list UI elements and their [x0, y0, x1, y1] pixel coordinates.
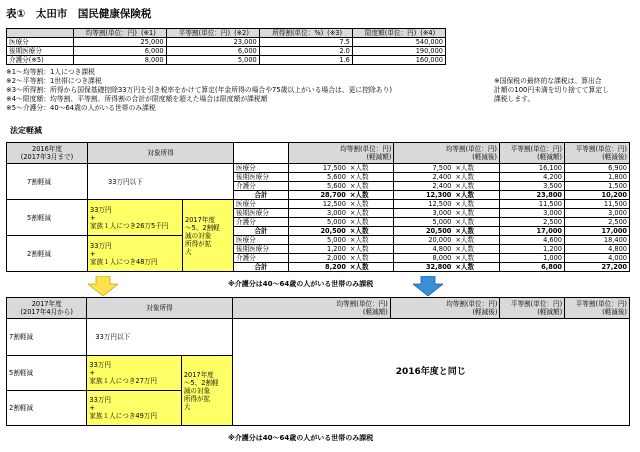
income-2wari: 33万円 + 家族１人につき48万円: [88, 236, 183, 272]
table-cell: 6,000: [166, 47, 259, 56]
header-byoudou: 平等割(単位：円): [166, 29, 232, 38]
table-cell: ×人数: [453, 254, 499, 263]
table-cell: 合計: [234, 227, 289, 236]
income-5wari: 33万円 + 家族１人につき27万円: [87, 356, 181, 391]
table-cell: ×人数: [348, 263, 394, 272]
note-1: ※1～均等割：1人につき課税: [6, 68, 95, 76]
table-cell: 5,600: [289, 182, 348, 191]
header-gendo: 限度額(単位：円): [352, 29, 418, 38]
notes: [6, 68, 392, 113]
table-cell: 合計: [234, 191, 289, 200]
note-5: ※5～介護分：40～64歳の人がいる世帯のみ課税: [6, 104, 156, 112]
table-cell: 20,000: [394, 236, 453, 245]
label-5wari: 5割軽減: [7, 200, 88, 236]
label-5wari: 5割軽減: [7, 356, 87, 391]
table-cell: 2.0: [259, 47, 352, 56]
table-cell: 3,000: [565, 209, 630, 218]
table-cell: ×人数: [348, 164, 394, 173]
header-year: 2017年度 (2017年4月から): [7, 298, 87, 319]
table-cell: 医療分: [234, 236, 289, 245]
table-cell: 医療分: [7, 38, 74, 47]
table-cell: 7.5: [259, 38, 352, 47]
table-cell: 1,200: [500, 245, 565, 254]
table-cell: 23,800: [500, 191, 565, 200]
table-row: [7, 200, 630, 209]
table-cell: 20,500: [394, 227, 453, 236]
table-cell: 6,800: [500, 263, 565, 272]
header-shotoku: 所得割(単位：%): [259, 29, 325, 38]
table-cell: 17,500: [289, 164, 348, 173]
table-2017: [6, 297, 630, 426]
down-arrow-yellow-icon: [88, 276, 118, 296]
table-cell: ×人数: [453, 182, 499, 191]
table-cell: 8,000: [73, 56, 166, 65]
table-cell: 5,000: [394, 218, 453, 227]
note-3: ※3～所得割：所得から国保基礎控除33万円を引き税率をかけて算定(年金所得の場合や75歳以上がいる場合は、更に控除あり): [6, 86, 393, 94]
table-cell: ×人数: [348, 254, 394, 263]
table-cell: 後期医療分: [234, 173, 289, 182]
table-row: [7, 236, 630, 245]
table-row: [7, 164, 630, 173]
note-4: ※4～限度額：均等割、平等割、所得割の合計が限度額を超えた場合は限度額が課税額: [6, 95, 268, 103]
table-2017-header: [7, 298, 630, 319]
table-cell: ×人数: [348, 200, 394, 209]
same-as-2016: 2016年度と同じ: [232, 319, 629, 426]
table-cell: 5,000: [289, 236, 348, 245]
table-cell: 6,900: [565, 164, 630, 173]
table-cell: 2,000: [289, 254, 348, 263]
table-cell: ×人数: [348, 209, 394, 218]
table-cell: 17,000: [565, 227, 630, 236]
table-cell: 合計: [234, 263, 289, 272]
label-2wari: 2割軽減: [7, 236, 88, 272]
table-cell: 1,000: [500, 254, 565, 263]
table-cell: 介護分: [234, 218, 289, 227]
table-cell: 3,000: [500, 209, 565, 218]
table-cell: 5,000: [289, 218, 348, 227]
rate-table: [6, 28, 446, 65]
header-note3: (※3): [325, 29, 352, 38]
table-cell: 2,400: [394, 173, 453, 182]
table-2016: [6, 142, 630, 272]
footnote-2017: ※介護分は40～64歳の人がいる世帯のみ課税: [228, 434, 374, 442]
table-cell: 2,400: [394, 182, 453, 191]
table-cell: ×人数: [348, 191, 394, 200]
header-note4: (※4): [418, 29, 445, 38]
table-cell: 1,800: [565, 173, 630, 182]
table-cell: 5,000: [166, 56, 259, 65]
page-title: 表① 太田市 国民健康保険税: [6, 8, 152, 20]
table-cell: 医療分: [234, 200, 289, 209]
table-cell: 後期医療分: [234, 245, 289, 254]
table-cell: ×人数: [348, 227, 394, 236]
table-row: [7, 47, 446, 56]
table-cell: 介護分: [234, 254, 289, 263]
header-income: 対象所得: [88, 143, 234, 164]
table-cell: ×人数: [348, 245, 394, 254]
table-cell: ×人数: [453, 173, 499, 182]
table-cell: 医療分: [234, 164, 289, 173]
table-cell: 4,000: [565, 254, 630, 263]
note-2: ※2～平等割：1世帯につき課税: [6, 77, 102, 85]
table-2016-header: [7, 143, 630, 164]
table-cell: 介護分(※5): [7, 56, 74, 65]
table-cell: 32,800: [394, 263, 453, 272]
table-cell: 4,200: [500, 173, 565, 182]
table-cell: ×人数: [348, 182, 394, 191]
label-2wari: 2割軽減: [7, 391, 87, 426]
table-cell: 6,000: [73, 47, 166, 56]
header-note2: (※2): [232, 29, 259, 38]
table-cell: 190,000: [352, 47, 445, 56]
table-cell: 後期医療分: [7, 47, 74, 56]
table-cell: ×人数: [453, 263, 499, 272]
header-note1: (※1): [139, 29, 166, 38]
table-cell: 12,300: [394, 191, 453, 200]
table-row: [7, 56, 446, 65]
header-byoudou-after: 平等割(単位：円) (軽減後): [565, 143, 630, 164]
table-cell: ×人数: [453, 200, 499, 209]
table-cell: 3,500: [500, 182, 565, 191]
income-7wari: 33万円以下: [87, 319, 232, 356]
table-cell: 1.6: [259, 56, 352, 65]
table-cell: ×人数: [348, 236, 394, 245]
table-cell: 4,800: [565, 245, 630, 254]
table-cell: 3,000: [394, 209, 453, 218]
side-note: ※国保税の最終的な課税は、算出合 計額の100円未満を切り捨てて算定し 課税します。: [494, 77, 609, 103]
rate-table-header: [7, 29, 446, 38]
table-row: [7, 319, 630, 356]
table-cell: 4,600: [500, 236, 565, 245]
header-byoudou-after: 平等割(単位：円) (軽減後): [565, 298, 630, 319]
table-cell: 10,200: [565, 191, 630, 200]
table-cell: 2,500: [565, 218, 630, 227]
down-arrow-blue-icon: [413, 276, 443, 296]
header-year: 2016年度 (2017年3月まで): [7, 143, 88, 164]
table-cell: 7,500: [394, 164, 453, 173]
header-kintou-before: 均等割(単位：円) (軽減額): [289, 143, 394, 164]
expand-note-2016: 2017年度 ～5、2割軽 減の対象 所得が拡 大: [183, 200, 234, 272]
table-cell: 2,500: [500, 218, 565, 227]
table-cell: 8,200: [289, 263, 348, 272]
table-cell: 後期医療分: [234, 209, 289, 218]
header-byoudou-before: 平等割(単位：円) (軽減額): [500, 298, 565, 319]
table-cell: 1,500: [565, 182, 630, 191]
table-cell: ×人数: [453, 245, 499, 254]
table-cell: 540,000: [352, 38, 445, 47]
table-cell: 12,500: [289, 200, 348, 209]
section-title: 法定軽減: [10, 126, 42, 135]
table-cell: 20,500: [289, 227, 348, 236]
table-cell: 12,500: [394, 200, 453, 209]
table-cell: 160,000: [352, 56, 445, 65]
header-income: 対象所得: [87, 298, 232, 319]
label-7wari: 7割軽減: [7, 164, 88, 200]
header-blank: [234, 143, 289, 164]
expand-note-2017: 2017年度 ～5、2割軽 減の対象 所得が拡 大: [181, 356, 232, 426]
table-cell: ×人数: [453, 164, 499, 173]
table-cell: 3,000: [289, 209, 348, 218]
header-kintou: 均等割(単位：円): [73, 29, 139, 38]
header-kintou-after: 均等割(単位：円) (軽減後): [390, 298, 500, 319]
table-cell: 1,200: [289, 245, 348, 254]
header-kintou-after: 均等割(単位：円) (軽減後): [394, 143, 500, 164]
table-cell: 11,500: [565, 200, 630, 209]
table-cell: 16,100: [500, 164, 565, 173]
table-cell: ×人数: [348, 173, 394, 182]
footnote-2016: ※介護分は40～64歳の人がいる世帯のみ課税: [228, 280, 374, 288]
table-cell: 23,000: [166, 38, 259, 47]
table-cell: 4,800: [394, 245, 453, 254]
table-cell: 5,600: [289, 173, 348, 182]
table-cell: ×人数: [453, 236, 499, 245]
table-cell: 28,700: [289, 191, 348, 200]
table-cell: 18,400: [565, 236, 630, 245]
table-cell: ×人数: [453, 227, 499, 236]
table-cell: ×人数: [453, 209, 499, 218]
income-7wari: 33万円以下: [88, 164, 234, 200]
table-cell: ×人数: [348, 218, 394, 227]
header-kintou-before: 均等割(単位：円) (軽減額): [232, 298, 390, 319]
table-cell: 介護分: [234, 182, 289, 191]
header-byoudou-before: 平等割(単位：円) (軽減額): [500, 143, 565, 164]
table-cell: ×人数: [453, 191, 499, 200]
header-blank: [7, 29, 74, 38]
table-cell: 25,000: [73, 38, 166, 47]
income-2wari: 33万円 + 家族１人につき49万円: [87, 391, 181, 426]
table-cell: 8,000: [394, 254, 453, 263]
table-cell: 27,200: [565, 263, 630, 272]
table-cell: 17,000: [500, 227, 565, 236]
label-7wari: 7割軽減: [7, 319, 87, 356]
income-5wari: 33万円 + 家族１人につき26万5千円: [88, 200, 183, 236]
table-cell: 11,500: [500, 200, 565, 209]
table-cell: ×人数: [453, 218, 499, 227]
table-row: [7, 38, 446, 47]
